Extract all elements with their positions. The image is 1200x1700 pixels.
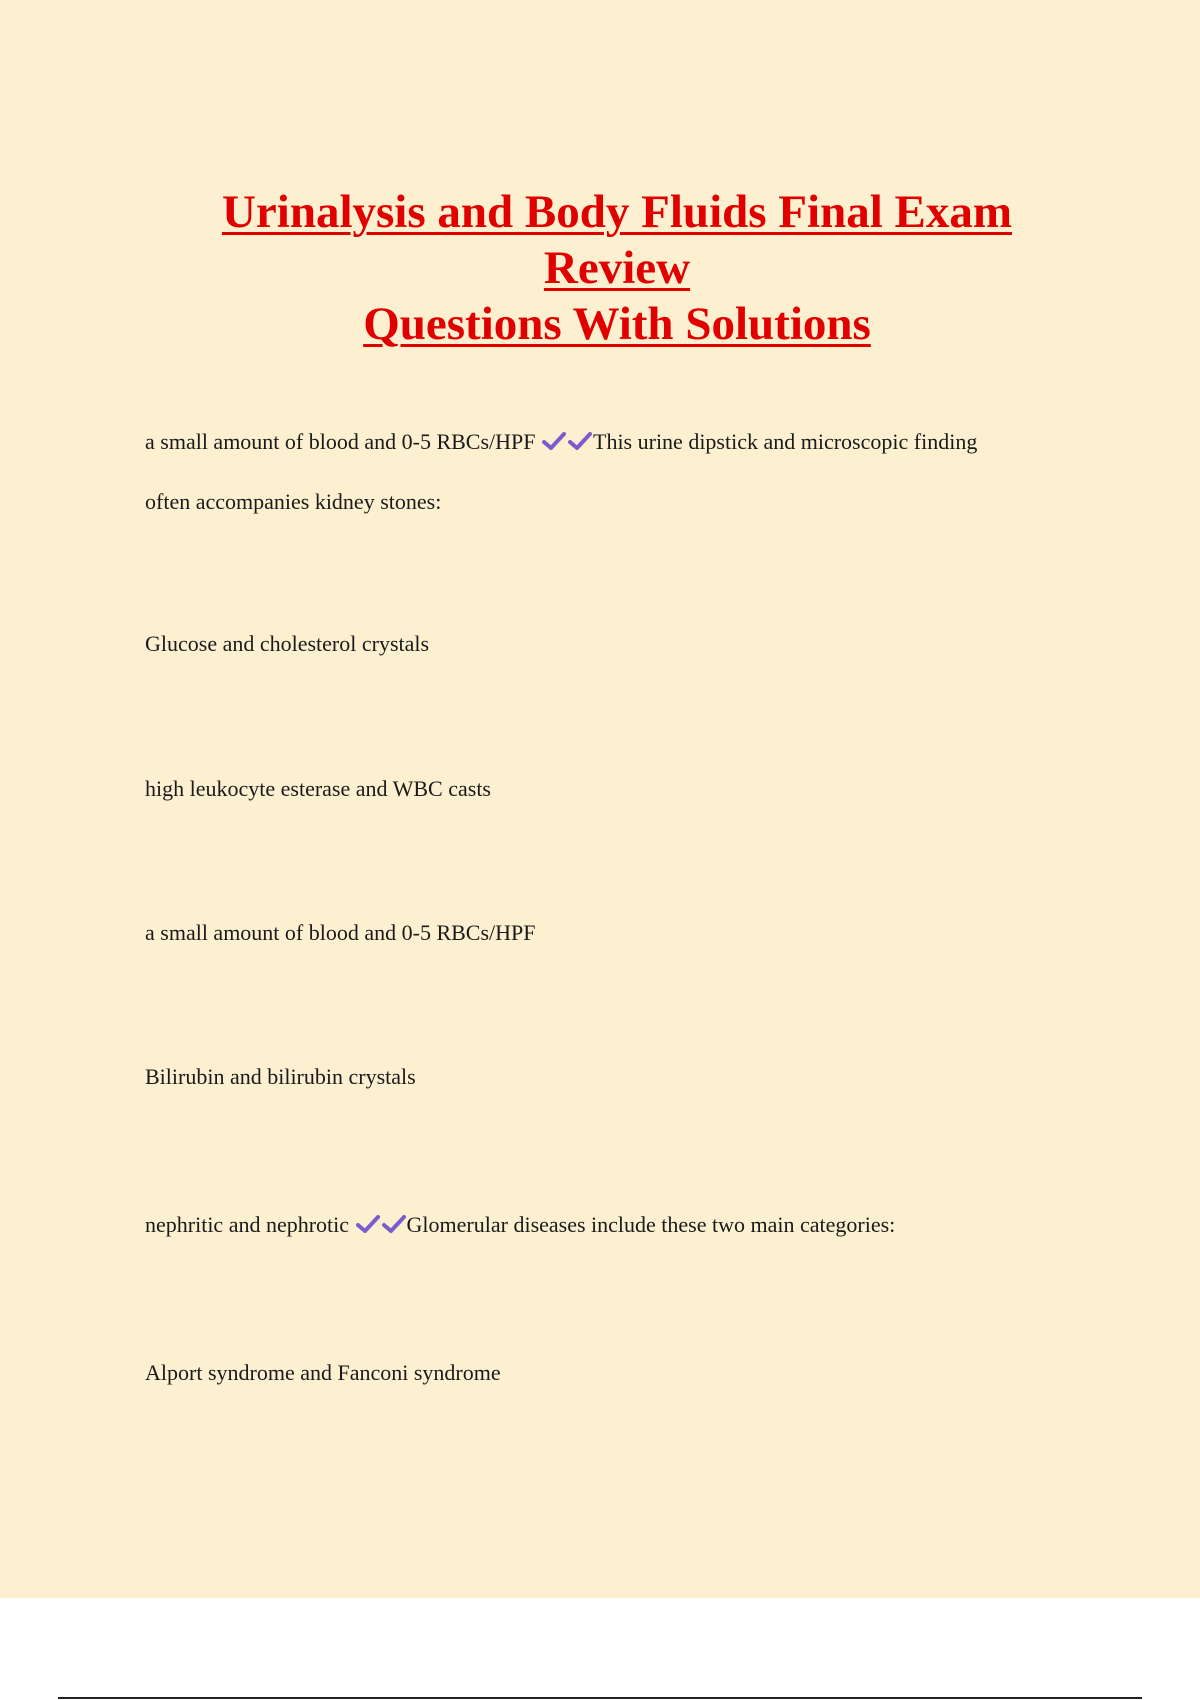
qa-item-7 [145,1343,1085,1403]
qa-item-6 [145,1195,1085,1255]
document-title [0,184,1200,352]
qa-item-1 [145,412,1085,532]
answer-text: a small amount of blood and 0-5 RBCs/HPF [145,429,536,454]
qa-item-4 [145,903,1085,963]
answer-text: nephritic and nephrotic [145,1212,350,1237]
option-text: high leukocyte esterase and WBC casts [145,776,491,801]
question-text: Glomerular diseases include these two main categories: [406,1212,896,1237]
option-text: a small amount of blood and 0-5 RBCs/HPF [145,920,536,945]
question-text: This urine dipstick and microscopic finding [593,429,978,454]
title-line-1: Urinalysis and Body Fluids Final Exam [221,186,1013,238]
option-text: Bilirubin and bilirubin crystals [145,1064,416,1089]
qa-item-5 [145,1047,1085,1107]
qa-item-2 [145,614,1085,674]
checkmark-icon [567,430,593,452]
checkmark-icon [541,430,567,452]
qa-item-3 [145,759,1085,819]
option-text: Alport syndrome and Fanconi syndrome [145,1360,501,1385]
checkmark-icon [355,1213,381,1235]
question-text-continued: often accompanies kidney stones: [145,489,442,514]
title-line-2: Review [543,242,691,294]
option-text: Glucose and cholesterol crystals [145,631,430,656]
footer-divider [58,1697,1142,1699]
checkmark-icon [381,1213,407,1235]
title-line-3: Questions With Solutions [363,298,871,350]
